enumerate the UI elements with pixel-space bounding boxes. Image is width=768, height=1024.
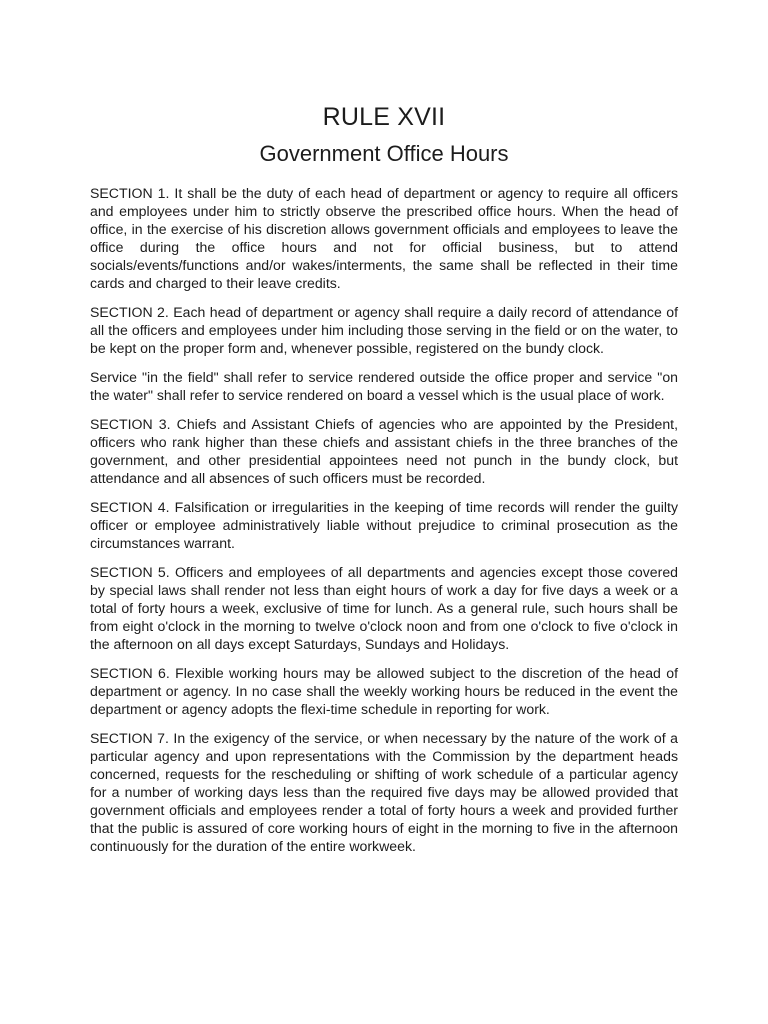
section-5-paragraph: SECTION 5. Officers and employees of all departments and agencies except those covered by special laws shall render not less than eight hours of work a day for five days a week or a total of forty hours a week, exclusive of time for lunch. As a general rule, such hours shall be from eight o'clock in the morning to twelve o'clock noon and from one o'clock to five o'clock in the afternoon on all days except Saturdays, Sundays and Holidays.: [90, 564, 678, 652]
section-4-paragraph: SECTION 4. Falsification or irregularities in the keeping of time records will render the guilty officer or employee administratively liable without prejudice to criminal prosecution as the circumstances warrant.: [90, 499, 678, 551]
section-6-paragraph: SECTION 6. Flexible working hours may be allowed subject to the discretion of the head of department or agency. In no case shall the weekly working hours be reduced in the event the department or agency adopts the flexi-time schedule in reporting for work.: [90, 665, 678, 717]
document-page: [90, 100, 678, 855]
service-definition-paragraph: Service "in the field" shall refer to service rendered outside the office proper and service "on the water" shall refer to service rendered on board a vessel which is the usual place of work.: [90, 369, 678, 403]
section-2-paragraph: SECTION 2. Each head of department or agency shall require a daily record of attendance of all the officers and employees under him including those serving in the field or on the water, to be kept on the proper form and, whenever possible, registered on the bundy clock.: [90, 304, 678, 356]
section-7-paragraph: SECTION 7. In the exigency of the service, or when necessary by the nature of the work of a particular agency and upon representations with the Commission by the department heads concerned, requests for the rescheduling or shifting of work schedule of a particular agency for a number of working days less than the required five days may be allowed provided that government officials and employees render a total of forty hours a week and provided further that the public is assured of core working hours of eight in the morning to five in the afternoon continuously for the duration of the entire workweek.: [90, 730, 678, 854]
document-subtitle: Government Office Hours: [259, 141, 509, 166]
section-3-paragraph: SECTION 3. Chiefs and Assistant Chiefs of agencies who are appointed by the President, officers who rank higher than these chiefs and assistant chiefs in the three branches of the government, and other presidential appointees need not punch in the bundy clock, but attendance and all absences of such officers must be recorded.: [90, 416, 678, 486]
section-1-paragraph: SECTION 1. It shall be the duty of each head of department or agency to require all officers and employees under him to strictly observe the prescribed office hours. When the head of office, in the exercise of his discretion allows government officials and employees to leave the office during the office hours and not for official business, but to attend socials/events/functions and/or wakes/interments, the same shall be reflected in their time cards and charged to their leave credits.: [90, 185, 678, 291]
document-title: RULE XVII: [322, 103, 446, 131]
